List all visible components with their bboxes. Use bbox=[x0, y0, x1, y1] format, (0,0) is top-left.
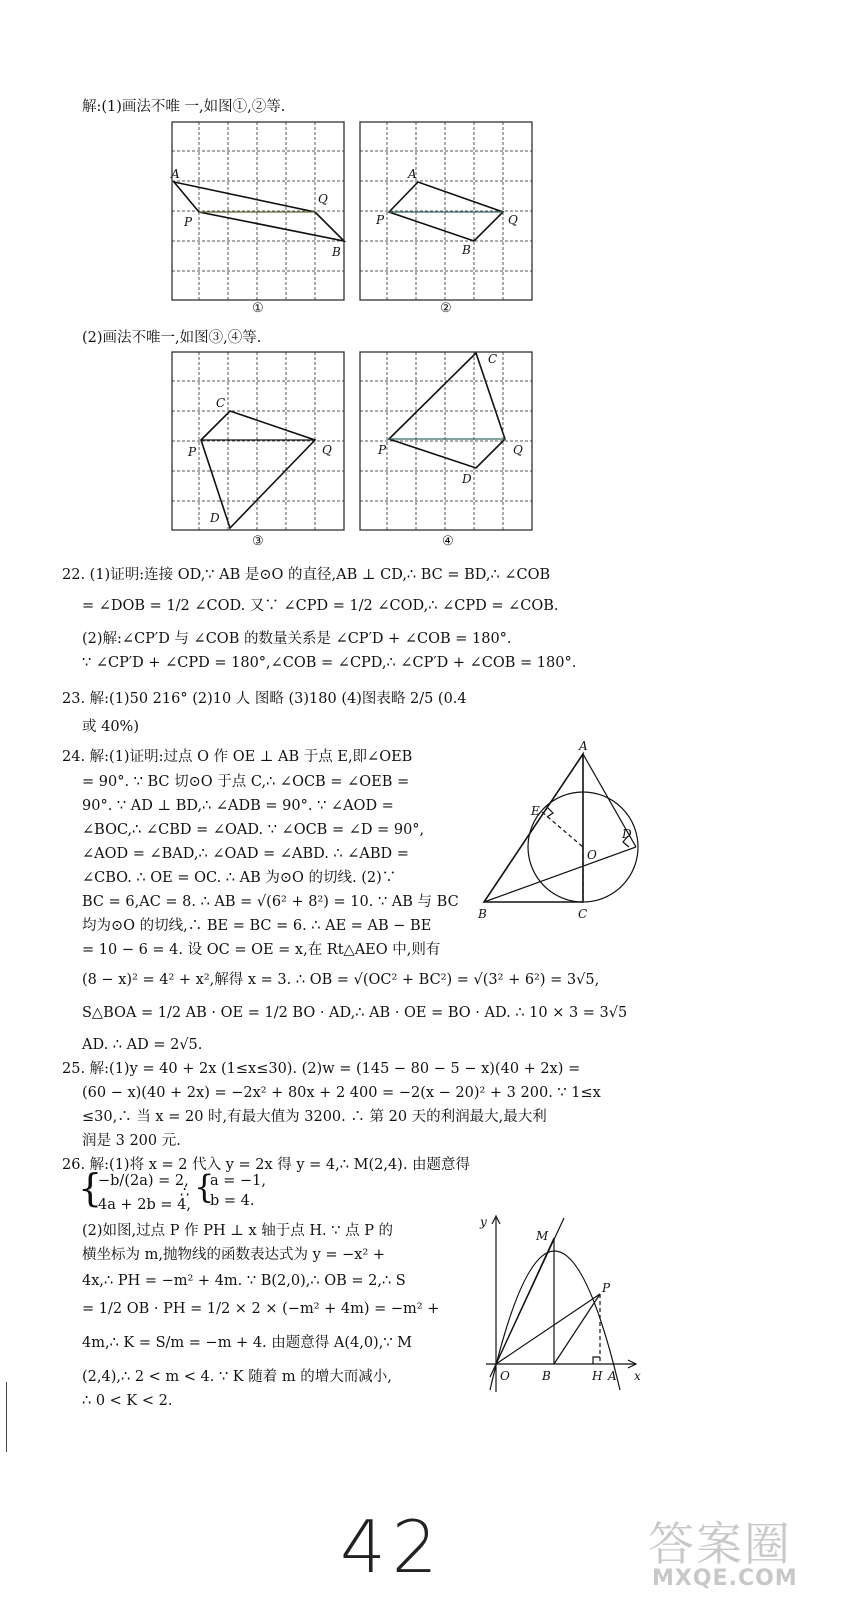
svg-text:H: H bbox=[592, 1369, 603, 1383]
svg-text:D: D bbox=[622, 827, 632, 841]
page-number: 42 bbox=[340, 1505, 444, 1589]
caption-2: ② bbox=[440, 301, 452, 316]
svg-text:P: P bbox=[376, 213, 385, 227]
q26-line8: ∴ 0 < K < 2. bbox=[82, 1393, 173, 1409]
q24-line7: BC = 6,AC = 8. ∴ AB = √(6² + 8²) = 10. ∵ AB 与 BC bbox=[82, 894, 459, 910]
svg-text:x: x bbox=[634, 1369, 641, 1383]
svg-text:E: E bbox=[531, 804, 540, 818]
svg-text:C: C bbox=[578, 907, 588, 921]
q24-line2: = 90°. ∵ BC 切⊙O 于点 C,∴ ∠OCB = ∠OEB = bbox=[82, 774, 410, 790]
svg-text:A: A bbox=[171, 167, 180, 181]
figure-q24 bbox=[476, 740, 646, 925]
q22-line1: 22. (1)证明:连接 OD,∵ AB 是⊙O 的直径,AB ⊥ CD,∴ BC = BD,∴ ∠COB bbox=[62, 567, 551, 583]
figure-4 bbox=[358, 350, 534, 532]
q24-line4: ∠BOC,∴ ∠CBD = ∠OAD. ∵ ∠OCB = ∠D = 90°, bbox=[82, 822, 425, 838]
q22-line2: = ∠DOB = 1/2 ∠COD. 又∵ ∠CPD = 1/2 ∠COD,∴ ∠CPD = ∠COB. bbox=[82, 598, 559, 614]
svg-text:C: C bbox=[216, 396, 226, 410]
q26-brace2: { bbox=[194, 1168, 215, 1206]
q21-part1: 解:(1)画法不唯 一,如图①,②等. bbox=[82, 99, 286, 115]
svg-text:B: B bbox=[332, 245, 341, 259]
watermark-url: MXQE.COM bbox=[652, 1566, 798, 1591]
svg-text:A: A bbox=[608, 1369, 617, 1383]
svg-text:P: P bbox=[184, 215, 193, 229]
figure-1 bbox=[170, 120, 346, 302]
q24-line6: ∠CBO. ∴ OE = OC. ∴ AB 为⊙O 的切线. (2)∵ bbox=[82, 870, 397, 886]
q25-line2: (60 − x)(40 + 2x) = −2x² + 80x + 2 400 = −2(x − 20)² + 3 200. ∵ 1≤x bbox=[82, 1085, 601, 1101]
q24-line3: 90°. ∵ AD ⊥ BD,∴ ∠ADB = 90°. ∵ ∠AOD = bbox=[82, 798, 394, 814]
q22-line4: ∵ ∠CP′D + ∠CPD = 180°,∠COB = ∠CPD,∴ ∠CP′D + ∠COB = 180°. bbox=[82, 655, 577, 671]
caption-3: ③ bbox=[252, 534, 264, 549]
svg-text:P: P bbox=[188, 445, 197, 459]
figure-2 bbox=[358, 120, 534, 302]
q21-part2: (2)画法不唯一,如图③,④等. bbox=[82, 330, 262, 346]
svg-text:M: M bbox=[536, 1229, 549, 1243]
q22-line3: (2)解:∠CP′D 与 ∠COB 的数量关系是 ∠CP′D + ∠COB = 180°. bbox=[82, 631, 512, 647]
watermark-logo: 答案圈 bbox=[648, 1517, 792, 1571]
svg-text:Q: Q bbox=[513, 443, 523, 457]
svg-text:C: C bbox=[488, 352, 498, 366]
svg-text:D: D bbox=[462, 472, 472, 486]
svg-text:D: D bbox=[210, 511, 220, 525]
svg-text:B: B bbox=[478, 907, 487, 921]
svg-text:A: A bbox=[579, 740, 588, 753]
q25-line1: 25. 解:(1)y = 40 + 2x (1≤x≤30). (2)w = (145 − 80 − 5 − x)(40 + 2x) = bbox=[62, 1061, 581, 1077]
q26-line4: 4x,∴ PH = −m² + 4m. ∵ B(2,0),∴ OB = 2,∴ S bbox=[82, 1273, 406, 1289]
q26-line1: 26. 解:(1)将 x = 2 代入 y = 2x 得 y = 4,∴ M(2,4). 由题意得 bbox=[62, 1157, 471, 1173]
caption-1: ① bbox=[252, 301, 264, 316]
caption-4: ④ bbox=[442, 534, 454, 549]
figure-q26 bbox=[476, 1212, 646, 1397]
q26-brace: { bbox=[78, 1166, 103, 1210]
q24-line8: 均为⊙O 的切线,∴ BE = BC = 6. ∴ AE = AB − BE bbox=[82, 918, 432, 934]
svg-text:O: O bbox=[500, 1369, 510, 1383]
svg-text:A: A bbox=[408, 167, 417, 181]
svg-text:Q: Q bbox=[508, 213, 518, 227]
svg-text:B: B bbox=[542, 1369, 551, 1383]
svg-text:P: P bbox=[378, 443, 387, 457]
q24-line12: AD. ∴ AD = 2√5. bbox=[82, 1037, 203, 1053]
q26-system-eq2: 4a + 2b = 4, bbox=[98, 1197, 191, 1213]
q26-line7: (2,4),∴ 2 < m < 4. ∵ K 随着 m 的增大而减小, bbox=[82, 1369, 392, 1385]
svg-text:B: B bbox=[462, 243, 471, 257]
q24-line1: 24. 解:(1)证明:过点 O 作 OE ⊥ AB 于点 E,即∠OEB bbox=[62, 749, 413, 765]
q25-line4: 润是 3 200 元. bbox=[82, 1133, 181, 1149]
q26-therefore: ∴ bbox=[180, 1185, 190, 1201]
q26-system-eq1: −b/(2a) = 2, bbox=[98, 1173, 189, 1189]
q25-line3: ≤30,∴ 当 x = 20 时,有最大值为 3200. ∴ 第 20 天的利润最大,最大利 bbox=[82, 1109, 547, 1125]
q26-line3: 横坐标为 m,抛物线的函数表达式为 y = −x² + bbox=[82, 1247, 386, 1263]
q24-line11: S△BOA = 1/2 AB · OE = 1/2 BO · AD,∴ AB · OE = BO · AD. ∴ 10 × 3 = 3√5 bbox=[82, 1005, 628, 1021]
q26-solution-b: b = 4. bbox=[210, 1193, 255, 1209]
svg-text:Q: Q bbox=[318, 192, 328, 206]
svg-text:Q: Q bbox=[322, 443, 332, 457]
q26-line2: (2)如图,过点 P 作 PH ⊥ x 轴于点 H. ∵ 点 P 的 bbox=[82, 1223, 394, 1239]
svg-text:O: O bbox=[587, 848, 597, 862]
q24-line10: (8 − x)² = 4² + x²,解得 x = 3. ∴ OB = √(OC² + BC²) = √(3² + 6²) = 3√5, bbox=[82, 972, 600, 988]
svg-text:y: y bbox=[480, 1215, 487, 1229]
figure-3 bbox=[170, 350, 346, 532]
svg-text:P: P bbox=[602, 1281, 611, 1295]
q26-line6: 4m,∴ K = S/m = −m + 4. 由题意得 A(4,0),∵ M bbox=[82, 1335, 413, 1351]
q26-solution-a: a = −1, bbox=[210, 1173, 266, 1189]
q26-line5: = 1/2 OB · PH = 1/2 × 2 × (−m² + 4m) = −m² + bbox=[82, 1301, 440, 1317]
q24-line5: ∠AOD = ∠BAD,∴ ∠OAD = ∠ABD. ∴ ∠ABD = bbox=[82, 846, 409, 862]
q23-line1: 23. 解:(1)50 216° (2)10 人 图略 (3)180 (4)图表略 2/5 (0.4 bbox=[62, 691, 467, 707]
margin-mark bbox=[6, 1382, 7, 1452]
q23-line2: 或 40%) bbox=[82, 719, 139, 735]
q24-line9: = 10 − 6 = 4. 设 OC = OE = x,在 Rt△AEO 中,则有 bbox=[82, 942, 441, 958]
